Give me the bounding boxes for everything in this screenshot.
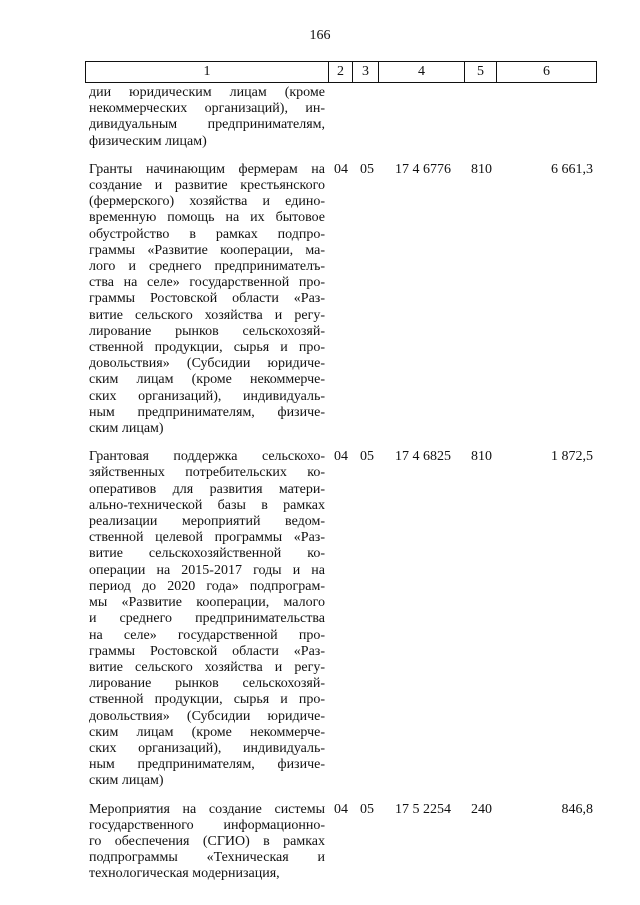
column-header-5: 5 bbox=[465, 62, 497, 83]
description-line: создание и развитие крестьянского bbox=[89, 178, 325, 194]
description-line: технологическая модернизация, bbox=[89, 866, 280, 882]
description-line: лого и среднего предпринимателъ- bbox=[89, 259, 325, 275]
description-line: Мероприятия на создание системы bbox=[89, 801, 325, 817]
description-line: Гранты начинающим фермерам на bbox=[89, 161, 325, 177]
subsection-code: 05 bbox=[360, 801, 374, 817]
description-line: ным предпринимателям, физиче- bbox=[89, 757, 325, 773]
amount: 1 872,5 bbox=[551, 449, 593, 465]
subsection-code: 05 bbox=[360, 161, 374, 177]
description-line: граммы Ростовской области «Раз- bbox=[89, 643, 325, 659]
description-line: ских организаций), индивидуаль- bbox=[89, 740, 325, 756]
description-line: лирование рынков сельскохозяй- bbox=[89, 676, 325, 692]
column-header-3: 3 bbox=[353, 62, 379, 83]
description-line: (фермерского) хозяйства и едино- bbox=[89, 194, 325, 210]
description-line: подпрограммы «Техническая и bbox=[89, 850, 325, 866]
section-code: 04 bbox=[334, 801, 348, 817]
target-article-code: 17 5 2254 bbox=[395, 801, 451, 817]
row-description bbox=[89, 85, 325, 150]
description-line: оперативов для развития матери- bbox=[89, 481, 325, 497]
table-body bbox=[89, 85, 596, 895]
amount: 6 661,3 bbox=[551, 161, 593, 177]
description-line: ственной продукции, сырья и про- bbox=[89, 692, 325, 708]
description-line: физическим лицам) bbox=[89, 133, 207, 149]
description-line: временную помощь на их бытовое bbox=[89, 210, 325, 226]
table-row bbox=[89, 85, 596, 150]
description-line: дивидуальным предпринимателям, bbox=[89, 117, 325, 133]
subsection-code: 05 bbox=[360, 449, 374, 465]
expense-type-code: 810 bbox=[471, 449, 492, 465]
description-line: граммы «Развитие кооперации, ма- bbox=[89, 242, 325, 258]
description-line: государственного информационно- bbox=[89, 817, 325, 833]
page-number: 166 bbox=[309, 28, 331, 43]
row-description bbox=[89, 802, 325, 883]
row-description bbox=[89, 162, 325, 437]
expense-type-code: 240 bbox=[471, 801, 492, 817]
description-line: витие сельскохозяйственной ко- bbox=[89, 546, 325, 562]
description-line: граммы Ростовской области «Раз- bbox=[89, 291, 325, 307]
description-line: ально-технической базы в рамках bbox=[89, 497, 325, 513]
column-header-6: 6 bbox=[497, 62, 597, 83]
description-line: лирование рынков сельскохозяй- bbox=[89, 323, 325, 339]
column-header-table bbox=[85, 61, 597, 83]
description-line: ства на селе» государственной про- bbox=[89, 275, 325, 291]
description-line: ским лицам) bbox=[89, 421, 164, 437]
description-line: некоммерческих организаций), ин- bbox=[89, 101, 325, 117]
description-line: дии юридическим лицам (кроме bbox=[89, 85, 325, 100]
description-line: витие сельского хозяйства и регу- bbox=[89, 307, 325, 323]
description-line: обустройство в рамках подпро- bbox=[89, 226, 325, 242]
column-header-4: 4 bbox=[379, 62, 465, 83]
column-header-2: 2 bbox=[329, 62, 353, 83]
description-line: довольствия» (Субсидии юридиче- bbox=[89, 708, 325, 724]
expense-type-code: 810 bbox=[471, 161, 492, 177]
description-line: ским лицам (кроме некоммерче- bbox=[89, 724, 325, 740]
description-line: ским лицам (кроме некоммерче- bbox=[89, 372, 325, 388]
section-code: 04 bbox=[334, 449, 348, 465]
description-line: операции на 2015-2017 годы и на bbox=[89, 562, 325, 578]
description-line: Грантовая поддержка сельскохо- bbox=[89, 449, 325, 465]
table-row bbox=[89, 162, 596, 437]
description-line: период до 2020 года» подпрограм- bbox=[89, 578, 325, 594]
table-row bbox=[89, 449, 596, 789]
description-line: ственной продукции, сырья и про- bbox=[89, 340, 325, 356]
description-line: ским лицам) bbox=[89, 773, 164, 789]
description-line: зяйственных потребительских ко- bbox=[89, 465, 325, 481]
description-line: го обеспечения (СГИО) в рамках bbox=[89, 833, 325, 849]
table-row bbox=[89, 802, 596, 883]
description-line: ным предпринимателям, физиче- bbox=[89, 404, 325, 420]
description-line: довольствия» (Субсидии юридиче- bbox=[89, 356, 325, 372]
row-description bbox=[89, 449, 325, 789]
column-header-1: 1 bbox=[86, 62, 329, 83]
target-article-code: 17 4 6776 bbox=[395, 161, 451, 177]
description-line: ственной целевой программы «Раз- bbox=[89, 530, 325, 546]
description-line: ских организаций), индивидуаль- bbox=[89, 388, 325, 404]
target-article-code: 17 4 6825 bbox=[395, 449, 451, 465]
description-line: на селе» государственной про- bbox=[89, 627, 325, 643]
description-line: и среднего предпринимательства bbox=[89, 611, 325, 627]
section-code: 04 bbox=[334, 161, 348, 177]
description-line: мы «Развитие кооперации, малого bbox=[89, 595, 325, 611]
description-line: витие сельского хозяйства и регу- bbox=[89, 659, 325, 675]
column-header-row bbox=[86, 62, 597, 83]
amount: 846,8 bbox=[561, 801, 593, 817]
description-line: реализации мероприятий ведом- bbox=[89, 514, 325, 530]
